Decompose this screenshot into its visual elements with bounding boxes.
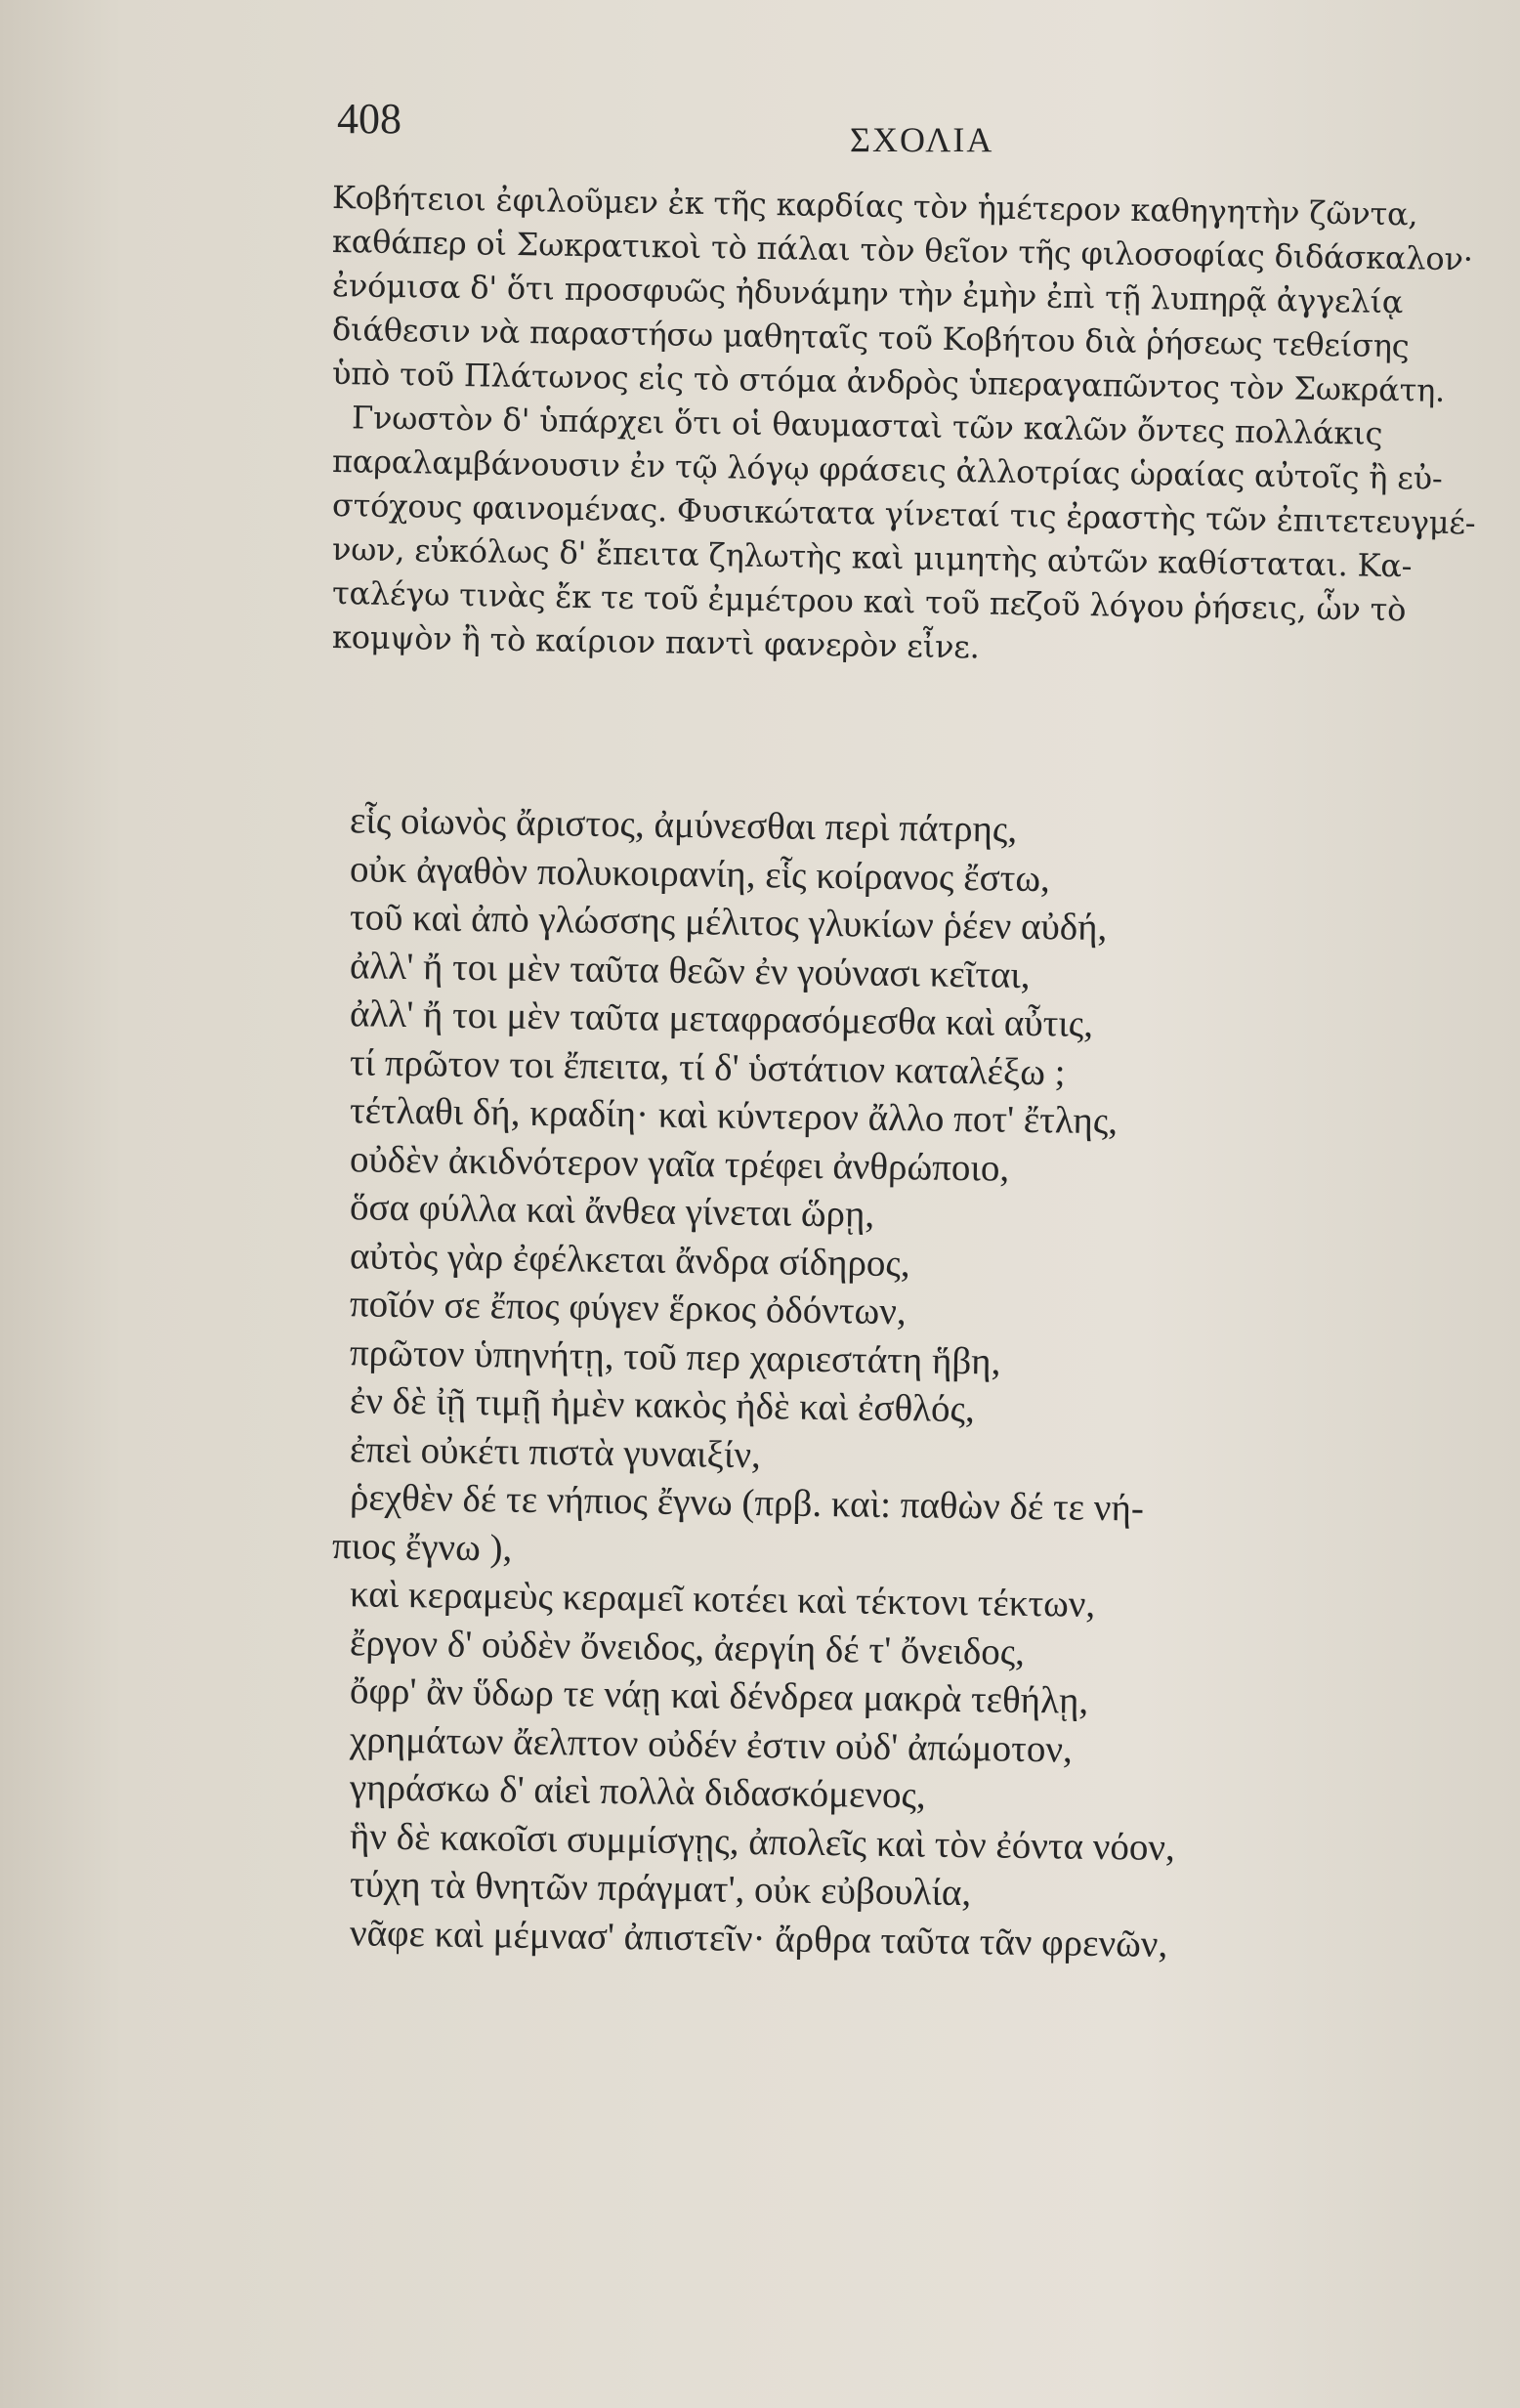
verse-line: ἀλλ' ἤ τοι μὲν ταῦτα θεῶν ἐν γούνασι κεῖται, — [349, 944, 1031, 996]
verse-line: τέτλαθι δή, κραδίη· καὶ κύντερον ἄλλο ποτ' ἔτλης, — [349, 1089, 1119, 1143]
verse-line: τύχη τὰ θνητῶν πράγματ', οὐκ εὐβουλία, — [349, 1863, 972, 1915]
verse-line: ὅσα φύλλα καὶ ἄνθεα γίνεται ὥρῃ, — [349, 1186, 875, 1236]
prose-line: στόχους φαινομένας. Φυσικώτατα γίνεταί τις ἐραστὴς τῶν ἐπιτετευγμέ- — [331, 486, 1476, 542]
prose-paragraph — [331, 176, 1476, 666]
verse-line: ἐν δὲ ἰῇ τιμῇ ἠμὲν κακὸς ἠδὲ καὶ ἐσθλός, — [349, 1379, 976, 1431]
prose-line: ἐνόμισα δ' ὅτι προσφυῶς ἠδυνάμην τὴν ἐμὴν ἐπὶ τῇ λυπηρᾷ ἀγγελίᾳ — [331, 267, 1404, 321]
prose-line: νων, εὐκόλως δ' ἔπειτα ζηλωτὴς καὶ μιμητὴς αὐτῶν καθίσταται. Κα- — [331, 530, 1413, 585]
verse-line: αὐτὸς γὰρ ἐφέλκεται ἄνδρα σίδηρος, — [349, 1234, 910, 1285]
verse-line: ποῖόν σε ἔπος φύγεν ἕρκος ὀδόντων, — [349, 1283, 907, 1333]
verse-line: ἣν δὲ κακοῖσι συμμίσγῃς, ἀπολεῖς καὶ τὸν ἐόντα νόον, — [349, 1814, 1176, 1869]
prose-line: ὑπὸ τοῦ Πλάτωνος εἰς τὸ στόμα ἀνδρὸς ὑπεραγαπῶντος τὸν Σωκράτη. — [331, 355, 1446, 409]
verse-line: τοῦ καὶ ἀπὸ γλώσσης μέλιτος γλυκίων ῥέεν αὐδή, — [349, 896, 1108, 950]
quotation-list — [331, 796, 1456, 1965]
prose-line: παραλαμβάνουσιν ἐν τῷ λόγῳ φράσεις ἀλλοτρίας ὡραίας αὐτοῖς ἢ εὐ- — [331, 443, 1443, 497]
prose-line: κομψὸν ἢ τὸ καίριον παντὶ φανερὸν εἶνε. — [331, 618, 980, 666]
verse-line: πρῶτον ὑπηνήτῃ, τοῦ περ χαριεστάτη ἥβη, — [349, 1331, 1001, 1383]
prose-line: Γνωστὸν δ' ὑπάρχει ὅτι οἱ θαυμασταὶ τῶν καλῶν ὄντες πολλάκις — [351, 399, 1383, 452]
verse-line: πιος ἔγνω ), — [331, 1524, 513, 1570]
verse-line: οὐδὲν ἀκιδνότερον γαῖα τρέφει ἀνθρώποιο, — [349, 1137, 1010, 1190]
prose-line: διάθεσιν νὰ παραστήσω μαθηταῖς τοῦ Κοβήτου διὰ ῥήσεως τεθείσης — [331, 311, 1410, 365]
prose-line: καθάπερ οἱ Σωκρατικοὶ τὸ πάλαι τὸν θεῖον τῆς φιλοσοφίας διδάσκαλον· — [331, 223, 1474, 278]
verse-line: ὄφρ' ἂν ὕδωρ τε νάῃ καὶ δένδρεα μακρὰ τεθήλῃ, — [349, 1669, 1089, 1722]
prose-line: Κοβήτειοι ἐφιλοῦμεν ἐκ τῆς καρδίας τὸν ἡμέτερον καθηγητὴν ζῶντα, — [331, 179, 1418, 233]
prose-line: ταλέγω τινὰς ἔκ τε τοῦ ἐμμέτρου καὶ τοῦ πεζοῦ λόγου ῥήσεις, ὧν τὸ — [331, 574, 1407, 629]
verse-line: χρημάτων ἄελπτον οὐδέν ἐστιν οὐδ' ἀπώμοτον, — [349, 1717, 1074, 1771]
verse-line: γηράσκω δ' αἰεὶ πολλὰ διδασκόμενος, — [349, 1766, 927, 1817]
verse-line: ἀλλ' ἤ τοι μὲν ταῦτα μεταφρασόμεσθα καὶ αὖτις, — [349, 993, 1094, 1045]
verse-line: τί πρῶτον τοι ἔπειτα, τί δ' ὑστάτιον καταλέξω ; — [349, 1040, 1066, 1093]
page-number: 408 — [337, 95, 401, 143]
verse-line: οὐκ ἀγαθὸν πολυκοιρανίη, εἷς κοίρανος ἔστω, — [349, 847, 1051, 900]
verse-line: ἔργον δ' οὐδὲν ὄνειδος, ἀεργίη δέ τ' ὄνειδος, — [349, 1621, 1026, 1673]
running-title: ΣΧΟΛΙΑ — [850, 120, 994, 159]
verse-line: ἐπεὶ οὐκέτι πιστὰ γυναιξίν, — [349, 1427, 762, 1476]
verse-line: νᾶφε καὶ μέμνασ' ἀπιστεῖν· ἄρθρα ταῦτα τᾶν φρενῶν, — [349, 1911, 1168, 1965]
verse-line: εἷς οἰωνὸς ἄριστος, ἀμύνεσθαι περὶ πάτρης, — [349, 799, 1018, 851]
verse-line: καὶ κεραμεὺς κεραμεῖ κοτέει καὶ τέκτονι τέκτων, — [349, 1573, 1096, 1626]
verse-line: ῥεχθὲν δέ τε νήπιος ἔγνω (πρβ. καὶ: παθὼν δέ τε νή- — [349, 1476, 1145, 1530]
